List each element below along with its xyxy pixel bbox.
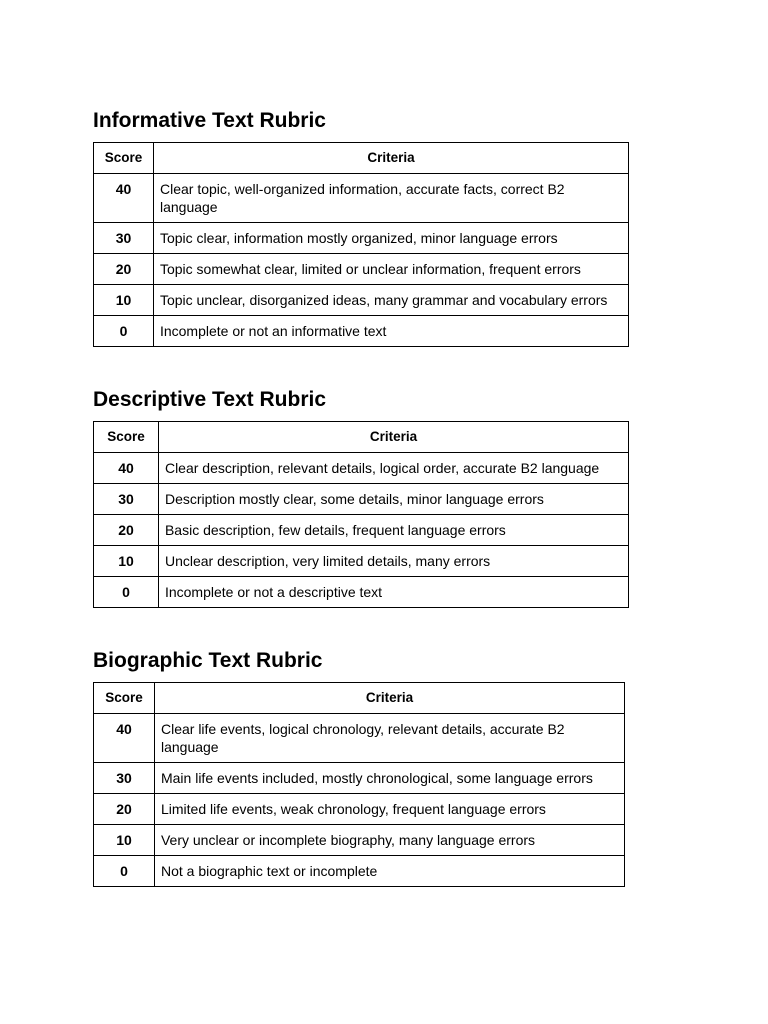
criteria-cell: Not a biographic text or incomplete xyxy=(154,856,624,887)
table-row xyxy=(94,316,629,347)
table-row xyxy=(94,285,629,316)
score-cell: 40 xyxy=(94,174,154,223)
score-cell: 30 xyxy=(94,223,154,254)
table-row xyxy=(94,577,629,608)
table-row xyxy=(94,856,625,887)
score-cell: 20 xyxy=(94,515,159,546)
score-cell: 40 xyxy=(94,453,159,484)
table-row xyxy=(94,515,629,546)
table-header-row xyxy=(94,683,625,714)
informative-rubric-section xyxy=(93,108,629,347)
criteria-cell: Clear topic, well-organized information, accurate facts, correct B2 language xyxy=(153,174,628,223)
score-cell: 0 xyxy=(94,316,154,347)
biographic-rubric-section xyxy=(93,648,625,887)
criteria-column-header: Criteria xyxy=(154,683,624,714)
criteria-cell: Clear life events, logical chronology, relevant details, accurate B2 language xyxy=(154,714,624,763)
score-cell: 30 xyxy=(94,763,155,794)
criteria-cell: Unclear description, very limited details, many errors xyxy=(158,546,628,577)
score-cell: 10 xyxy=(94,285,154,316)
descriptive-rubric-section xyxy=(93,387,629,608)
table-row xyxy=(94,825,625,856)
criteria-cell: Topic clear, information mostly organized, minor language errors xyxy=(153,223,628,254)
informative-rubric-table xyxy=(93,142,629,347)
score-cell: 30 xyxy=(94,484,159,515)
criteria-cell: Limited life events, weak chronology, frequent language errors xyxy=(154,794,624,825)
criteria-column-header: Criteria xyxy=(158,422,628,453)
score-column-header: Score xyxy=(94,143,154,174)
criteria-cell: Clear description, relevant details, logical order, accurate B2 language xyxy=(158,453,628,484)
criteria-cell: Incomplete or not an informative text xyxy=(153,316,628,347)
criteria-column-header: Criteria xyxy=(153,143,628,174)
descriptive-rubric-title: Descriptive Text Rubric xyxy=(93,388,327,411)
table-row xyxy=(94,223,629,254)
informative-rubric-title: Informative Text Rubric xyxy=(93,109,326,132)
table-row xyxy=(94,453,629,484)
score-cell: 10 xyxy=(94,546,159,577)
table-row xyxy=(94,254,629,285)
score-cell: 20 xyxy=(94,254,154,285)
descriptive-rubric-table xyxy=(93,421,629,608)
score-cell: 0 xyxy=(94,856,155,887)
table-row xyxy=(94,546,629,577)
table-row xyxy=(94,763,625,794)
table-header-row xyxy=(94,143,629,174)
biographic-rubric-title: Biographic Text Rubric xyxy=(93,649,323,672)
table-row xyxy=(94,714,625,763)
score-cell: 20 xyxy=(94,794,155,825)
table-row xyxy=(94,174,629,223)
criteria-cell: Incomplete or not a descriptive text xyxy=(158,577,628,608)
table-header-row xyxy=(94,422,629,453)
score-cell: 10 xyxy=(94,825,155,856)
criteria-cell: Topic unclear, disorganized ideas, many grammar and vocabulary errors xyxy=(153,285,628,316)
score-column-header: Score xyxy=(94,422,159,453)
score-cell: 0 xyxy=(94,577,159,608)
criteria-cell: Basic description, few details, frequent language errors xyxy=(158,515,628,546)
table-row xyxy=(94,484,629,515)
criteria-cell: Description mostly clear, some details, minor language errors xyxy=(158,484,628,515)
table-row xyxy=(94,794,625,825)
criteria-cell: Main life events included, mostly chronological, some language errors xyxy=(154,763,624,794)
criteria-cell: Topic somewhat clear, limited or unclear information, frequent errors xyxy=(153,254,628,285)
score-column-header: Score xyxy=(94,683,155,714)
biographic-rubric-table xyxy=(93,682,625,887)
criteria-cell: Very unclear or incomplete biography, many language errors xyxy=(154,825,624,856)
score-cell: 40 xyxy=(94,714,155,763)
